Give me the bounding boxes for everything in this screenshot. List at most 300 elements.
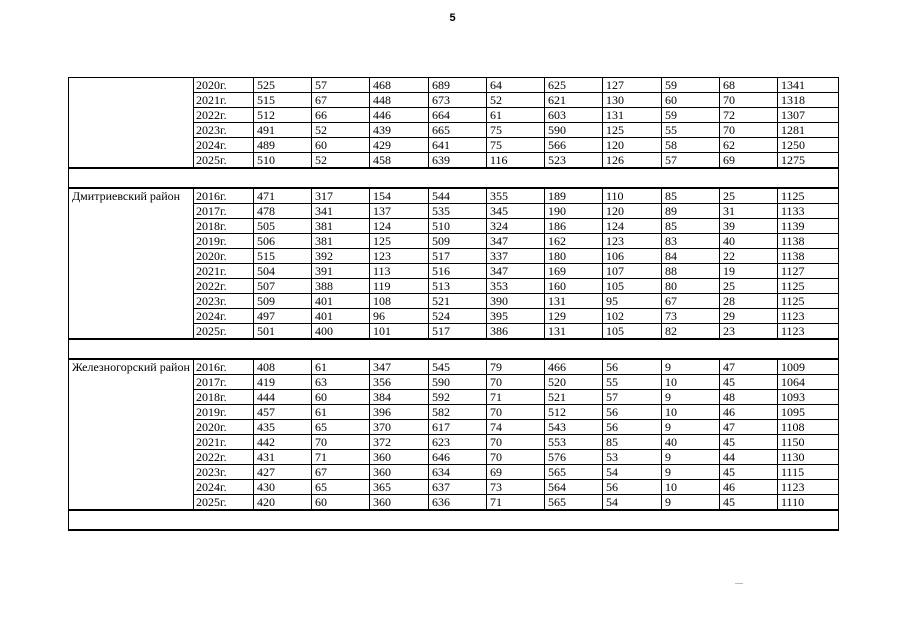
value-cell: 525 xyxy=(254,78,312,93)
value-cell: 160 xyxy=(545,279,603,294)
value-cell: 603 xyxy=(545,108,603,123)
value-cell: 507 xyxy=(254,279,312,294)
value-cell: 119 xyxy=(370,279,429,294)
value-cell: 70 xyxy=(487,405,545,420)
value-cell: 439 xyxy=(370,123,429,138)
value-cell: 553 xyxy=(545,435,603,450)
value-cell: 162 xyxy=(545,234,603,249)
value-cell: 60 xyxy=(662,93,720,108)
value-cell: 384 xyxy=(370,390,429,405)
value-cell: 512 xyxy=(254,108,312,123)
value-cell: 1133 xyxy=(778,204,839,219)
value-cell: 471 xyxy=(254,188,312,204)
value-cell: 673 xyxy=(429,93,487,108)
value-cell: 9 xyxy=(662,390,720,405)
table-row xyxy=(69,188,839,204)
value-cell: 1115 xyxy=(778,465,839,480)
value-cell: 123 xyxy=(603,234,662,249)
year-cell: 2019г. xyxy=(194,234,254,249)
value-cell: 1138 xyxy=(778,234,839,249)
district-name-cell xyxy=(69,78,194,169)
value-cell: 395 xyxy=(487,309,545,324)
year-cell: 2020г. xyxy=(194,78,254,93)
value-cell: 23 xyxy=(720,324,778,340)
value-cell: 665 xyxy=(429,123,487,138)
value-cell: 124 xyxy=(370,219,429,234)
value-cell: 65 xyxy=(312,480,370,495)
value-cell: 29 xyxy=(720,309,778,324)
value-cell: 53 xyxy=(603,450,662,465)
value-cell: 400 xyxy=(312,324,370,340)
value-cell: 123 xyxy=(370,249,429,264)
section-separator-row xyxy=(69,339,839,359)
value-cell: 517 xyxy=(429,249,487,264)
value-cell: 45 xyxy=(720,375,778,390)
value-cell: 70 xyxy=(487,375,545,390)
value-cell: 388 xyxy=(312,279,370,294)
value-cell: 664 xyxy=(429,108,487,123)
year-cell: 2016г. xyxy=(194,359,254,375)
value-cell: 59 xyxy=(662,108,720,123)
value-cell: 131 xyxy=(545,324,603,340)
value-cell: 75 xyxy=(487,123,545,138)
separator-cell xyxy=(69,339,839,359)
value-cell: 45 xyxy=(720,435,778,450)
value-cell: 39 xyxy=(720,219,778,234)
value-cell: 25 xyxy=(720,188,778,204)
value-cell: 515 xyxy=(254,93,312,108)
value-cell: 1125 xyxy=(778,279,839,294)
year-cell: 2021г. xyxy=(194,93,254,108)
value-cell: 71 xyxy=(487,495,545,511)
value-cell: 391 xyxy=(312,264,370,279)
value-cell: 431 xyxy=(254,450,312,465)
value-cell: 67 xyxy=(662,294,720,309)
value-cell: 634 xyxy=(429,465,487,480)
year-cell: 2022г. xyxy=(194,279,254,294)
value-cell: 512 xyxy=(545,405,603,420)
value-cell: 427 xyxy=(254,465,312,480)
value-cell: 1108 xyxy=(778,420,839,435)
value-cell: 22 xyxy=(720,249,778,264)
value-cell: 56 xyxy=(603,480,662,495)
value-cell: 543 xyxy=(545,420,603,435)
value-cell: 341 xyxy=(312,204,370,219)
year-cell: 2025г. xyxy=(194,153,254,169)
value-cell: 347 xyxy=(370,359,429,375)
value-cell: 124 xyxy=(603,219,662,234)
value-cell: 566 xyxy=(545,138,603,153)
value-cell: 70 xyxy=(487,450,545,465)
value-cell: 509 xyxy=(254,294,312,309)
value-cell: 71 xyxy=(312,450,370,465)
value-cell: 582 xyxy=(429,405,487,420)
value-cell: 501 xyxy=(254,324,312,340)
value-cell: 52 xyxy=(487,93,545,108)
value-cell: 565 xyxy=(545,495,603,511)
value-cell: 478 xyxy=(254,204,312,219)
year-cell: 2024г. xyxy=(194,480,254,495)
value-cell: 392 xyxy=(312,249,370,264)
value-cell: 510 xyxy=(429,219,487,234)
value-cell: 105 xyxy=(603,324,662,340)
value-cell: 59 xyxy=(662,78,720,93)
value-cell: 10 xyxy=(662,375,720,390)
value-cell: 73 xyxy=(487,480,545,495)
value-cell: 401 xyxy=(312,294,370,309)
value-cell: 641 xyxy=(429,138,487,153)
year-cell: 2022г. xyxy=(194,450,254,465)
value-cell: 70 xyxy=(312,435,370,450)
value-cell: 466 xyxy=(545,359,603,375)
value-cell: 56 xyxy=(603,405,662,420)
year-cell: 2017г. xyxy=(194,204,254,219)
value-cell: 28 xyxy=(720,294,778,309)
value-cell: 72 xyxy=(720,108,778,123)
value-cell: 57 xyxy=(603,390,662,405)
value-cell: 19 xyxy=(720,264,778,279)
value-cell: 62 xyxy=(720,138,778,153)
value-cell: 1275 xyxy=(778,153,839,169)
value-cell: 317 xyxy=(312,188,370,204)
value-cell: 65 xyxy=(312,420,370,435)
value-cell: 31 xyxy=(720,204,778,219)
value-cell: 9 xyxy=(662,465,720,480)
value-cell: 102 xyxy=(603,309,662,324)
value-cell: 169 xyxy=(545,264,603,279)
value-cell: 95 xyxy=(603,294,662,309)
value-cell: 52 xyxy=(312,153,370,169)
value-cell: 689 xyxy=(429,78,487,93)
value-cell: 61 xyxy=(487,108,545,123)
value-cell: 1110 xyxy=(778,495,839,511)
value-cell: 621 xyxy=(545,93,603,108)
value-cell: 565 xyxy=(545,465,603,480)
value-cell: 337 xyxy=(487,249,545,264)
year-cell: 2023г. xyxy=(194,465,254,480)
value-cell: 70 xyxy=(487,435,545,450)
value-cell: 45 xyxy=(720,465,778,480)
value-cell: 54 xyxy=(603,465,662,480)
value-cell: 1138 xyxy=(778,249,839,264)
value-cell: 1139 xyxy=(778,219,839,234)
value-cell: 360 xyxy=(370,450,429,465)
value-cell: 544 xyxy=(429,188,487,204)
value-cell: 491 xyxy=(254,123,312,138)
value-cell: 516 xyxy=(429,264,487,279)
value-cell: 345 xyxy=(487,204,545,219)
value-cell: 56 xyxy=(603,420,662,435)
value-cell: 1123 xyxy=(778,309,839,324)
value-cell: 107 xyxy=(603,264,662,279)
value-cell: 524 xyxy=(429,309,487,324)
value-cell: 458 xyxy=(370,153,429,169)
value-cell: 353 xyxy=(487,279,545,294)
value-cell: 390 xyxy=(487,294,545,309)
value-cell: 113 xyxy=(370,264,429,279)
section-separator-row xyxy=(69,510,839,530)
value-cell: 190 xyxy=(545,204,603,219)
value-cell: 67 xyxy=(312,93,370,108)
value-cell: 1130 xyxy=(778,450,839,465)
value-cell: 71 xyxy=(487,390,545,405)
value-cell: 523 xyxy=(545,153,603,169)
year-cell: 2022г. xyxy=(194,108,254,123)
value-cell: 130 xyxy=(603,93,662,108)
value-cell: 535 xyxy=(429,204,487,219)
value-cell: 57 xyxy=(662,153,720,169)
value-cell: 110 xyxy=(603,188,662,204)
value-cell: 64 xyxy=(487,78,545,93)
value-cell: 381 xyxy=(312,234,370,249)
value-cell: 396 xyxy=(370,405,429,420)
value-cell: 430 xyxy=(254,480,312,495)
value-cell: 61 xyxy=(312,359,370,375)
value-cell: 120 xyxy=(603,204,662,219)
value-cell: 625 xyxy=(545,78,603,93)
year-cell: 2020г. xyxy=(194,420,254,435)
value-cell: 129 xyxy=(545,309,603,324)
value-cell: 435 xyxy=(254,420,312,435)
year-cell: 2025г. xyxy=(194,495,254,511)
value-cell: 66 xyxy=(312,108,370,123)
value-cell: 1125 xyxy=(778,294,839,309)
value-cell: 47 xyxy=(720,359,778,375)
page-number: 5 xyxy=(449,12,456,24)
value-cell: 1125 xyxy=(778,188,839,204)
value-cell: 40 xyxy=(720,234,778,249)
section-separator-row xyxy=(69,168,839,188)
year-cell: 2023г. xyxy=(194,294,254,309)
value-cell: 120 xyxy=(603,138,662,153)
value-cell: 429 xyxy=(370,138,429,153)
value-cell: 60 xyxy=(312,495,370,511)
separator-cell xyxy=(69,168,839,188)
value-cell: 381 xyxy=(312,219,370,234)
value-cell: 347 xyxy=(487,234,545,249)
year-cell: 2017г. xyxy=(194,375,254,390)
value-cell: 47 xyxy=(720,420,778,435)
value-cell: 80 xyxy=(662,279,720,294)
table-row xyxy=(69,359,839,375)
value-cell: 365 xyxy=(370,480,429,495)
value-cell: 48 xyxy=(720,390,778,405)
year-cell: 2023г. xyxy=(194,123,254,138)
value-cell: 545 xyxy=(429,359,487,375)
value-cell: 79 xyxy=(487,359,545,375)
value-cell: 636 xyxy=(429,495,487,511)
value-cell: 68 xyxy=(720,78,778,93)
value-cell: 617 xyxy=(429,420,487,435)
value-cell: 85 xyxy=(662,188,720,204)
value-cell: 489 xyxy=(254,138,312,153)
value-cell: 446 xyxy=(370,108,429,123)
year-cell: 2021г. xyxy=(194,435,254,450)
value-cell: 101 xyxy=(370,324,429,340)
value-cell: 506 xyxy=(254,234,312,249)
value-cell: 186 xyxy=(545,219,603,234)
value-cell: 457 xyxy=(254,405,312,420)
value-cell: 85 xyxy=(603,435,662,450)
value-cell: 360 xyxy=(370,465,429,480)
value-cell: 590 xyxy=(545,123,603,138)
value-cell: 592 xyxy=(429,390,487,405)
value-cell: 510 xyxy=(254,153,312,169)
value-cell: 1123 xyxy=(778,324,839,340)
value-cell: 70 xyxy=(720,123,778,138)
value-cell: 69 xyxy=(487,465,545,480)
value-cell: 1250 xyxy=(778,138,839,153)
value-cell: 9 xyxy=(662,420,720,435)
year-cell: 2024г. xyxy=(194,138,254,153)
value-cell: 497 xyxy=(254,309,312,324)
year-cell: 2021г. xyxy=(194,264,254,279)
value-cell: 576 xyxy=(545,450,603,465)
value-cell: 1307 xyxy=(778,108,839,123)
value-cell: 513 xyxy=(429,279,487,294)
value-cell: 127 xyxy=(603,78,662,93)
value-cell: 60 xyxy=(312,138,370,153)
table-row xyxy=(69,78,839,93)
value-cell: 9 xyxy=(662,450,720,465)
value-cell: 189 xyxy=(545,188,603,204)
value-cell: 372 xyxy=(370,435,429,450)
value-cell: 105 xyxy=(603,279,662,294)
value-cell: 58 xyxy=(662,138,720,153)
value-cell: 448 xyxy=(370,93,429,108)
value-cell: 67 xyxy=(312,465,370,480)
value-cell: 46 xyxy=(720,480,778,495)
year-cell: 2016г. xyxy=(194,188,254,204)
value-cell: 56 xyxy=(603,359,662,375)
value-cell: 125 xyxy=(603,123,662,138)
value-cell: 639 xyxy=(429,153,487,169)
district-name-cell: Железногорский район xyxy=(69,359,194,510)
value-cell: 420 xyxy=(254,495,312,511)
value-cell: 505 xyxy=(254,219,312,234)
value-cell: 370 xyxy=(370,420,429,435)
value-cell: 360 xyxy=(370,495,429,511)
value-cell: 44 xyxy=(720,450,778,465)
value-cell: 1341 xyxy=(778,78,839,93)
value-cell: 408 xyxy=(254,359,312,375)
value-cell: 154 xyxy=(370,188,429,204)
year-cell: 2020г. xyxy=(194,249,254,264)
value-cell: 347 xyxy=(487,264,545,279)
value-cell: 25 xyxy=(720,279,778,294)
value-cell: 83 xyxy=(662,234,720,249)
value-cell: 131 xyxy=(545,294,603,309)
value-cell: 131 xyxy=(603,108,662,123)
value-cell: 106 xyxy=(603,249,662,264)
value-cell: 10 xyxy=(662,480,720,495)
value-cell: 60 xyxy=(312,390,370,405)
value-cell: 70 xyxy=(720,93,778,108)
value-cell: 442 xyxy=(254,435,312,450)
value-cell: 1318 xyxy=(778,93,839,108)
value-cell: 52 xyxy=(312,123,370,138)
value-cell: 74 xyxy=(487,420,545,435)
value-cell: 1127 xyxy=(778,264,839,279)
scan-mark xyxy=(735,583,743,584)
value-cell: 45 xyxy=(720,495,778,511)
year-cell: 2024г. xyxy=(194,309,254,324)
value-cell: 55 xyxy=(662,123,720,138)
value-cell: 517 xyxy=(429,324,487,340)
value-cell: 180 xyxy=(545,249,603,264)
value-cell: 69 xyxy=(720,153,778,169)
value-cell: 63 xyxy=(312,375,370,390)
value-cell: 75 xyxy=(487,138,545,153)
value-cell: 355 xyxy=(487,188,545,204)
value-cell: 1281 xyxy=(778,123,839,138)
value-cell: 504 xyxy=(254,264,312,279)
value-cell: 82 xyxy=(662,324,720,340)
value-cell: 520 xyxy=(545,375,603,390)
value-cell: 125 xyxy=(370,234,429,249)
value-cell: 96 xyxy=(370,309,429,324)
value-cell: 54 xyxy=(603,495,662,511)
value-cell: 646 xyxy=(429,450,487,465)
value-cell: 401 xyxy=(312,309,370,324)
statistics-table xyxy=(68,77,839,531)
value-cell: 89 xyxy=(662,204,720,219)
value-cell: 509 xyxy=(429,234,487,249)
value-cell: 10 xyxy=(662,405,720,420)
value-cell: 386 xyxy=(487,324,545,340)
value-cell: 57 xyxy=(312,78,370,93)
value-cell: 1064 xyxy=(778,375,839,390)
value-cell: 84 xyxy=(662,249,720,264)
value-cell: 61 xyxy=(312,405,370,420)
value-cell: 1093 xyxy=(778,390,839,405)
value-cell: 1095 xyxy=(778,405,839,420)
separator-cell xyxy=(69,510,839,530)
value-cell: 324 xyxy=(487,219,545,234)
value-cell: 46 xyxy=(720,405,778,420)
value-cell: 356 xyxy=(370,375,429,390)
value-cell: 85 xyxy=(662,219,720,234)
value-cell: 9 xyxy=(662,359,720,375)
value-cell: 590 xyxy=(429,375,487,390)
district-name-cell: Дмитриевский район xyxy=(69,188,194,339)
value-cell: 55 xyxy=(603,375,662,390)
value-cell: 444 xyxy=(254,390,312,405)
value-cell: 623 xyxy=(429,435,487,450)
year-cell: 2019г. xyxy=(194,405,254,420)
value-cell: 1150 xyxy=(778,435,839,450)
year-cell: 2018г. xyxy=(194,390,254,405)
value-cell: 88 xyxy=(662,264,720,279)
value-cell: 108 xyxy=(370,294,429,309)
value-cell: 1123 xyxy=(778,480,839,495)
value-cell: 1009 xyxy=(778,359,839,375)
year-cell: 2025г. xyxy=(194,324,254,340)
value-cell: 564 xyxy=(545,480,603,495)
value-cell: 40 xyxy=(662,435,720,450)
value-cell: 419 xyxy=(254,375,312,390)
value-cell: 637 xyxy=(429,480,487,495)
value-cell: 521 xyxy=(545,390,603,405)
value-cell: 521 xyxy=(429,294,487,309)
value-cell: 116 xyxy=(487,153,545,169)
value-cell: 9 xyxy=(662,495,720,511)
value-cell: 126 xyxy=(603,153,662,169)
year-cell: 2018г. xyxy=(194,219,254,234)
value-cell: 73 xyxy=(662,309,720,324)
value-cell: 515 xyxy=(254,249,312,264)
value-cell: 137 xyxy=(370,204,429,219)
